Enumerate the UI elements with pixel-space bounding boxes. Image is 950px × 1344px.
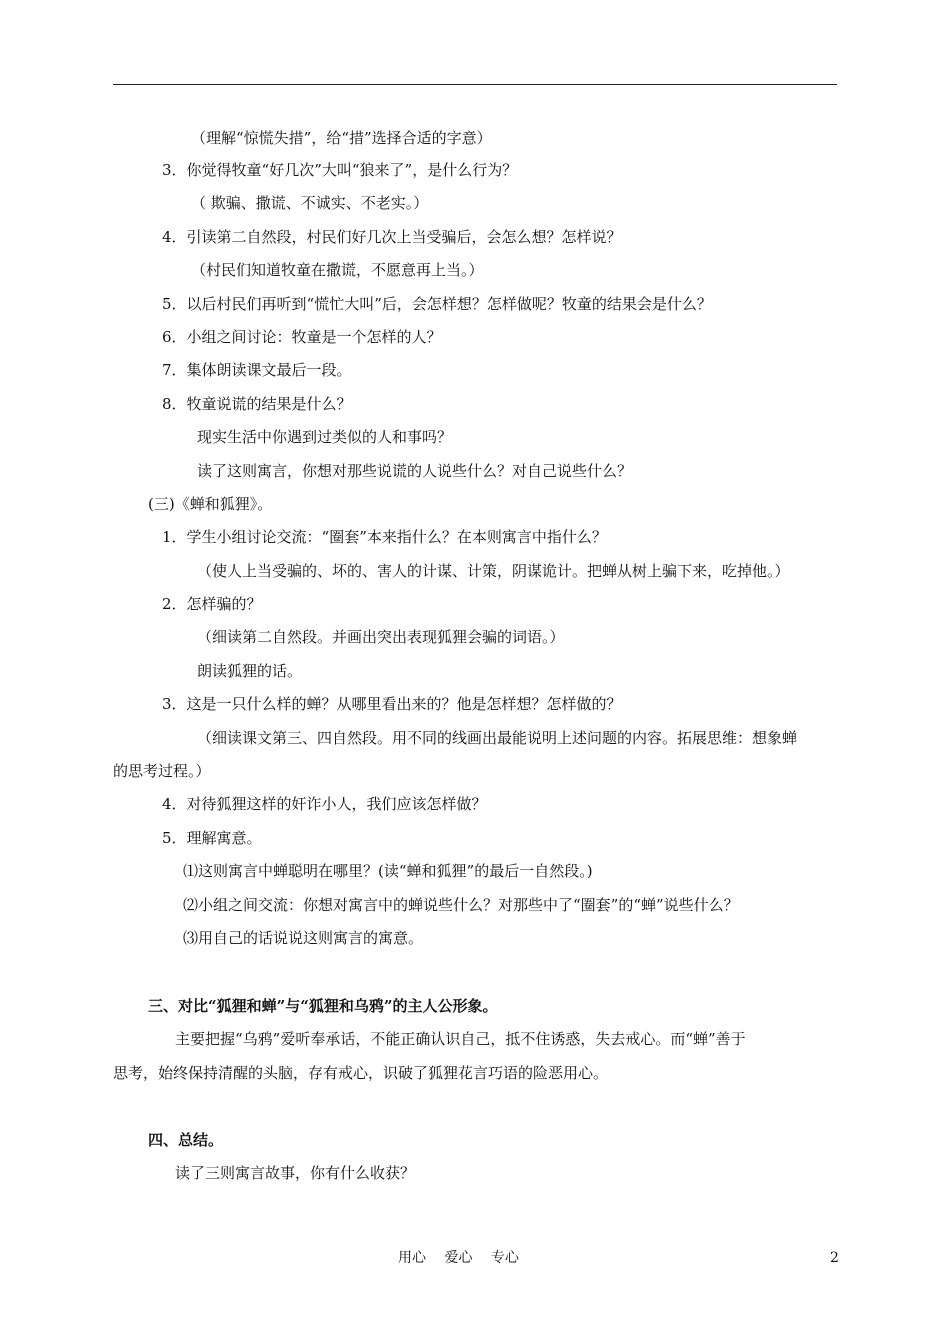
text-line: 1．学生小组讨论交流：“圈套”本来指什么？在本则寓言中指什么？ bbox=[162, 528, 607, 546]
text-line: （ 欺骗、撒谎、不诚实、不老实。） bbox=[191, 194, 429, 212]
header-rule bbox=[113, 84, 837, 85]
page-number: 2 bbox=[830, 1250, 839, 1266]
text-line: 5．理解寓意。 bbox=[162, 829, 262, 847]
text-line: 的思考过程。） bbox=[113, 762, 211, 780]
text-line: 现实生活中你遇到过类似的人和事吗？ bbox=[197, 428, 453, 446]
text-line: 6．小组之间讨论：牧童是一个怎样的人？ bbox=[162, 328, 442, 346]
text-line: 4．引读第二自然段，村民们好几次上当受骗后，会怎么想？怎样说？ bbox=[162, 228, 622, 246]
text-line: ⑴这则寓言中蝉聪明在哪里？(读“蝉和狐狸”的最后一自然段。) bbox=[183, 862, 593, 880]
text-line: （理解“惊慌失措”，给“措”选择合适的字意） bbox=[191, 129, 492, 147]
text-line: 朗读狐狸的话。 bbox=[197, 662, 303, 680]
section-heading: 三、对比“狐狸和蝉”与“狐狸和乌鸦”的主人公形象。 bbox=[148, 997, 498, 1015]
footer-motto: 用心 爱心 专心 bbox=[398, 1250, 519, 1266]
text-line: （细读课文第三、四自然段。用不同的线画出最能说明上述问题的内容。拓展思维：想象蝉 bbox=[197, 729, 798, 747]
section-heading: (三)《蝉和狐狸》。 bbox=[148, 495, 273, 513]
section-heading: 四、总结。 bbox=[148, 1131, 224, 1149]
text-line: 3．你觉得牧童“好几次”大叫“狼来了”，是什么行为？ bbox=[162, 161, 518, 179]
text-line: ⑶用自己的话说说这则寓言的寓意。 bbox=[183, 929, 424, 947]
text-line: 7．集体朗读课文最后一段。 bbox=[162, 361, 352, 379]
text-line: （村民们知道牧童在撒谎，不愿意再上当。） bbox=[191, 261, 484, 279]
text-line: 5．以后村民们再听到“慌忙大叫”后，会怎样想？怎样做呢？牧童的结果会是什么？ bbox=[162, 295, 712, 313]
text-line: 读了三则寓言故事，你有什么收获？ bbox=[175, 1164, 416, 1182]
text-line: 3．这是一只什么样的蝉？从哪里看出来的？他是怎样想？怎样做的？ bbox=[162, 695, 622, 713]
text-line: 8．牧童说谎的结果是什么？ bbox=[162, 395, 352, 413]
text-line: 读了这则寓言，你想对那些说谎的人说些什么？对自己说些什么？ bbox=[197, 462, 633, 480]
text-line: （细读第二自然段。并画出突出表现狐狸会骗的词语。） bbox=[197, 628, 565, 646]
text-line: 4．对待狐狸这样的奸诈小人，我们应该怎样做？ bbox=[162, 795, 487, 813]
text-line: 2．怎样骗的？ bbox=[162, 595, 262, 613]
text-line: 主要把握“乌鸦”爱听奉承话，不能正确认识自己，抵不住诱惑，失去戒心。而“蝉”善于 bbox=[175, 1030, 746, 1048]
text-line: ⑵小组之间交流：你想对寓言中的蝉说些什么？对那些中了“圈套”的“蝉”说些什么？ bbox=[183, 896, 739, 914]
text-line: 思考，始终保持清醒的头脑，存有戒心，识破了狐狸花言巧语的险恶用心。 bbox=[113, 1064, 609, 1082]
text-line: （使人上当受骗的、坏的、害人的计谋、计策，阴谋诡计。把蝉从树上骗下来，吃掉他。） bbox=[197, 562, 790, 580]
